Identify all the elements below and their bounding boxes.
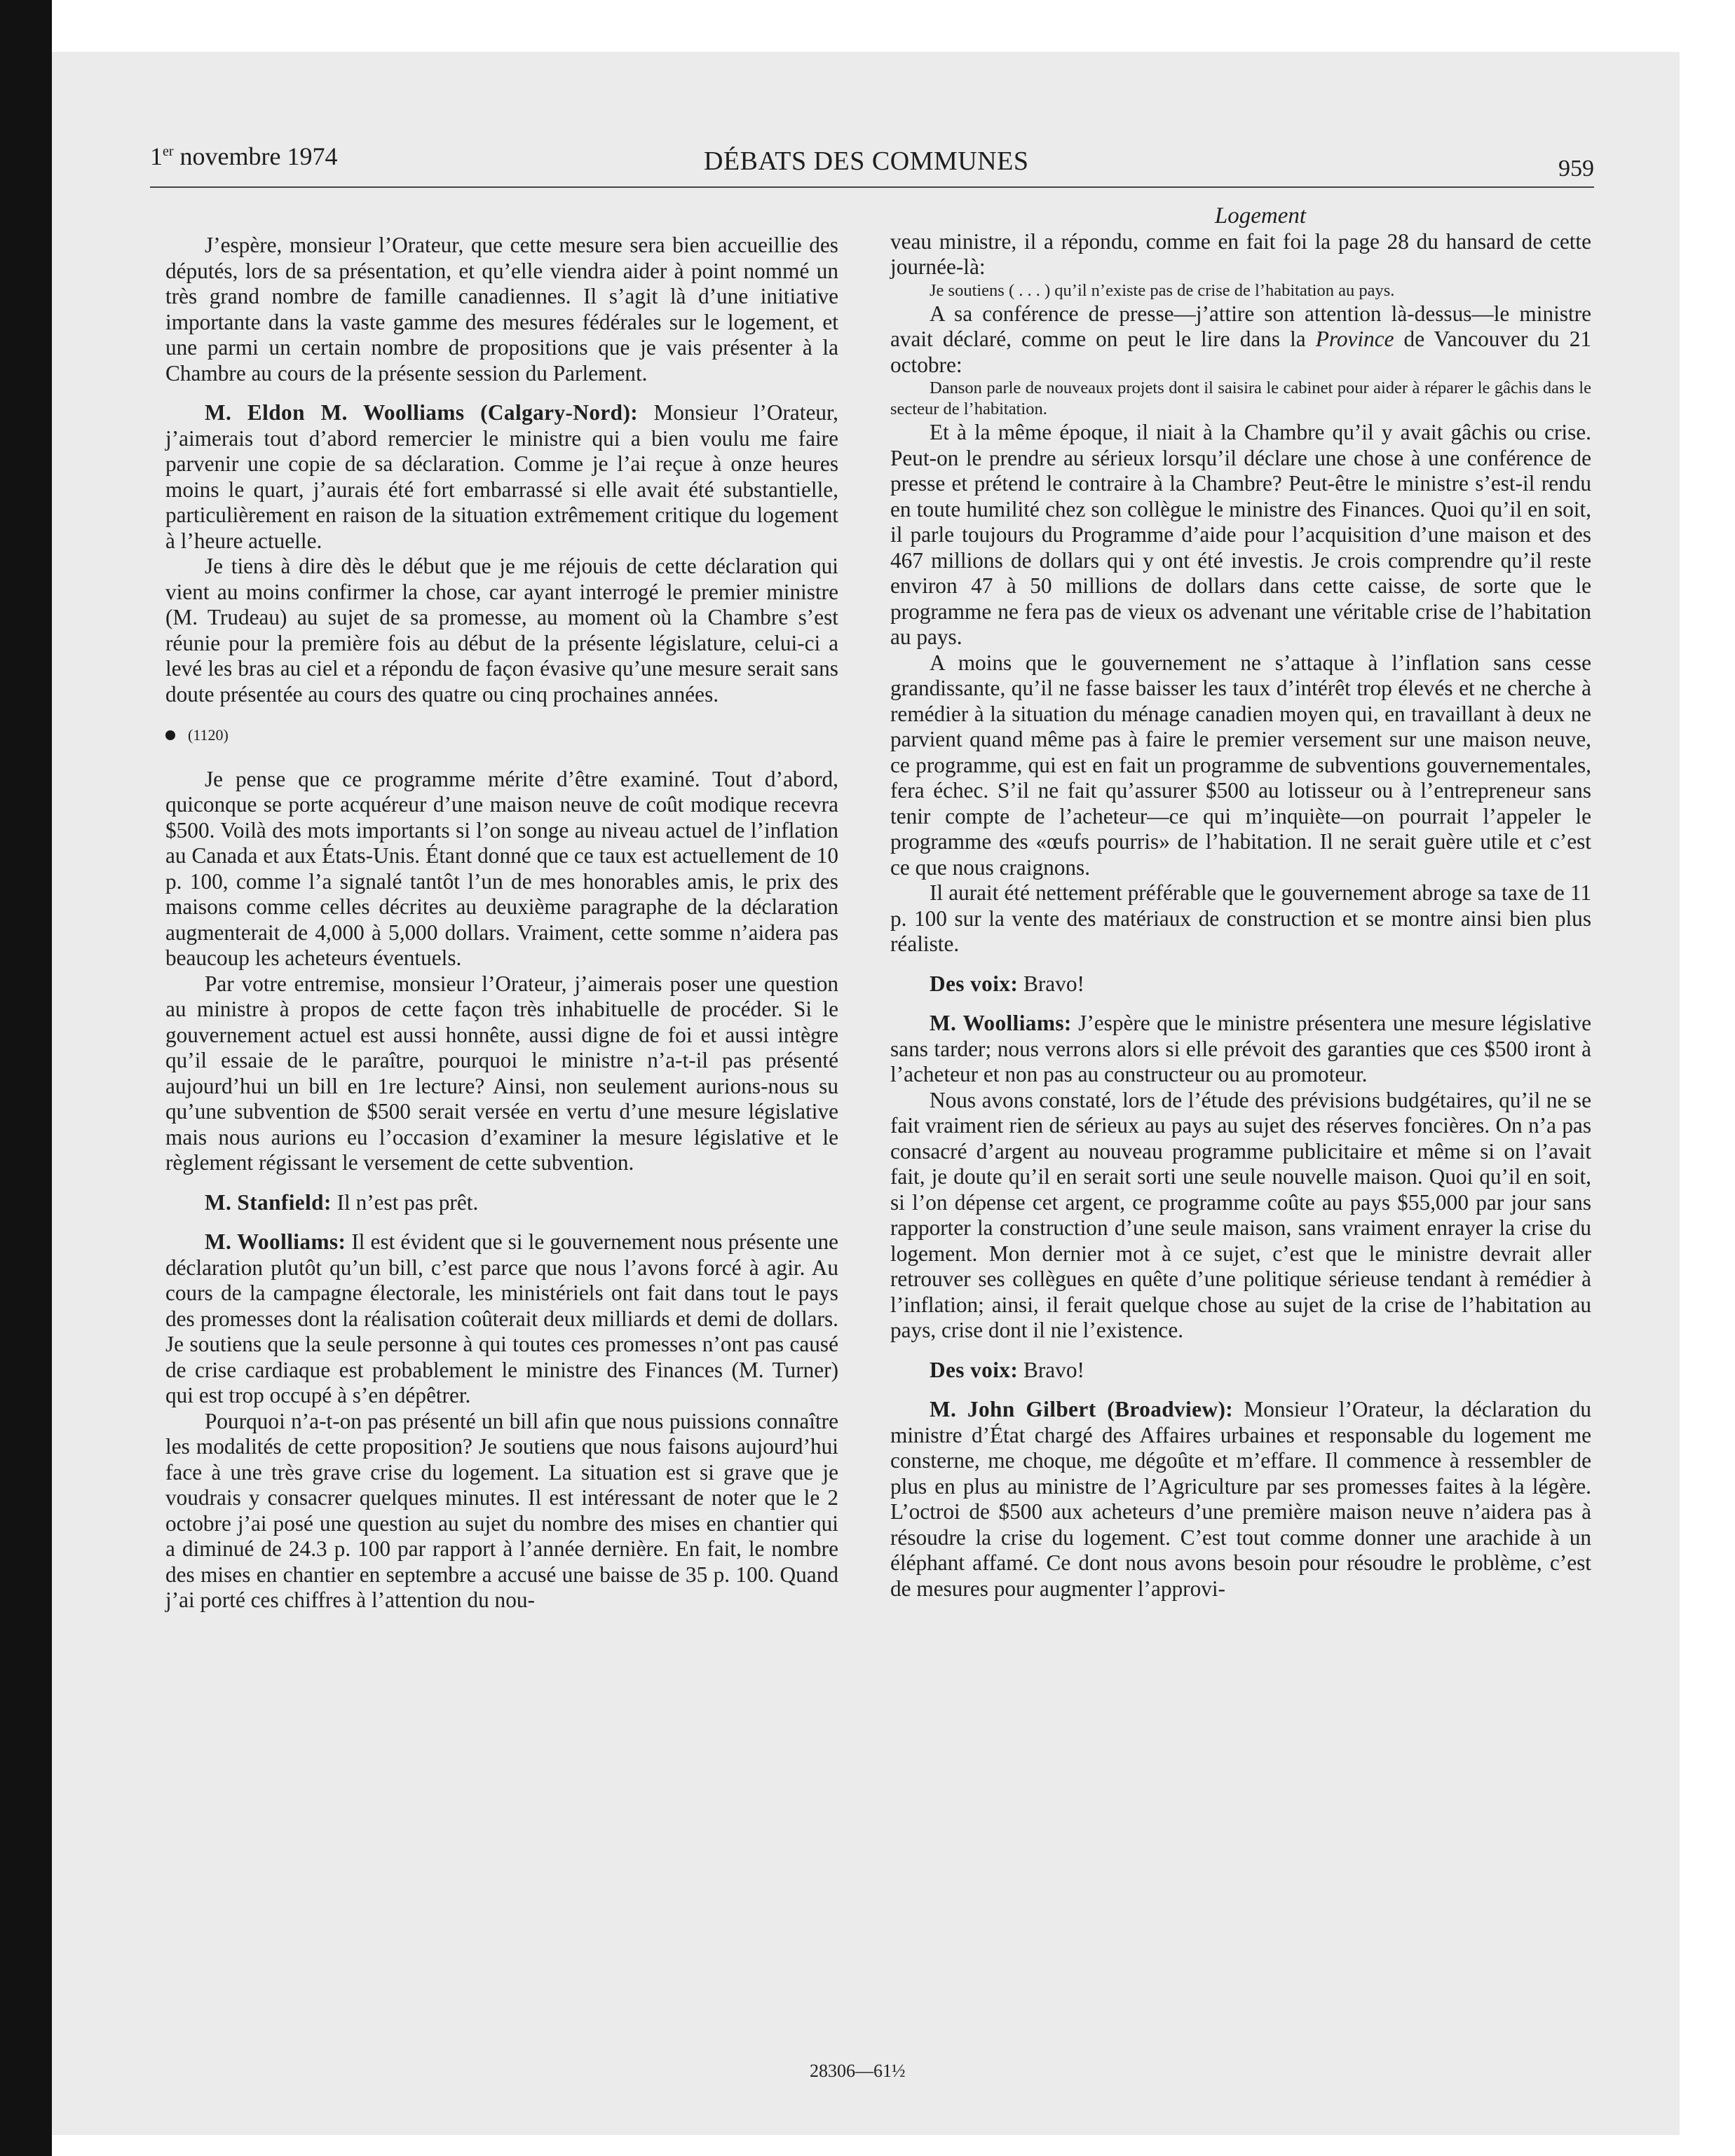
footer-code: 28306—61½ bbox=[810, 2061, 906, 2081]
right-column bbox=[890, 203, 1591, 1602]
paragraph: J’espère, monsieur l’Orateur, que cette mesure sera bien accueillie des députés, lors de sa présentation, et qu’elle viendra aider à point nommé un très grand nombre de famille canadiennes. Il s’agit là d’une initiative importante dans la vaste gamme des mesures fédérales sur le logement, et une parmi un certain nombre de propositions que je vais présenter à la Chambre au cours de la présente session du Parlement. bbox=[165, 233, 838, 386]
paragraph: A sa conférence de presse—j’attire son attention là-dessus—le ministre avait déclaré, comme on peut le lire dans la Province de Vancouver du 21 octobre: bbox=[890, 301, 1592, 377]
paragraph: Il aurait été nettement préférable que le gouvernement abroge sa taxe de 11 p. 100 sur la vente des matériaux de construction et se montre ainsi bien plus réaliste. bbox=[890, 880, 1591, 956]
paragraph: veau ministre, il a répondu, comme en fait foi la page 28 du hansard de cette journée-là: bbox=[890, 228, 1591, 279]
paragraph: Pourquoi n’a-t-on pas présenté un bill afin que nous puissions connaître les modalités de cette proposition? Je soutiens que nous faisons aujourd’hui face à une très grave crise du logement. La situation est si grave que je voudrais y consacrer quelques minutes. Il est intéressant de noter que le 2 octobre j’ai posé une question au sujet du nombre des mises en chantier qui a diminué de 24.3 p. 100 par rapport à l’année dernière. En fait, le nombre des mises en chantier en septembre a accusé une baisse de 35 p. 100. Quand j’ai porté ces chiffres à l’attention du nou- bbox=[165, 1408, 838, 1612]
paragraph: Et à la même époque, il niait à la Chambre qu’il y avait gâchis ou crise. Peut-on le prendre au sérieux lorsqu’il déclare une chose à une conférence de presse et prétend le contraire à la Chambre? Peut-être le ministre s’est-il rendu en toute humilité chez son collègue le ministre des Finances. Quoi qu’il en soit, il parle toujours du Programme d’aide pour l’acquisition d’une maison et des 467 millions de dollars qui y ont été investis. Je crois comprendre qu’il reste environ 47 à 50 millions de dollars dans cette caisse, de sorte que le programme ne fera pas de vieux os advenant une véritable crise de l’habitation au pays. bbox=[890, 420, 1591, 649]
timestamp-marker: (1120) bbox=[165, 723, 838, 749]
page-header bbox=[150, 140, 1594, 182]
left-column bbox=[165, 233, 838, 1613]
page-number: 959 bbox=[1558, 156, 1594, 182]
speech-voices-1: Des voix: Bravo! bbox=[930, 971, 1084, 996]
scan-border bbox=[0, 0, 52, 2156]
speech-gilbert: M. John Gilbert (Broadview): Monsieur l’Orateur, la déclaration du ministre d’État chargé des Affaires urbaines et responsable du logement me consterne, me choque, me dégoûte et m’effare. Il commence à ressembler de plus en plus au ministre de l’Agriculture par ses promesses faites à la légère. L’octroi de $500 aux acheteurs d’une première maison neuve n’aidera pas à résoudre la crise du logement. C’est tout comme donner une arachide à un éléphant affamé. Ce dont nous avons besoin pour résoudre le problème, c’est de mesures pour augmenter l’approvi- bbox=[890, 1397, 1591, 1601]
bullet-icon bbox=[165, 730, 175, 740]
speech-woolliams-2: M. Woolliams: Il est évident que si le gouvernement nous présente une déclaration plutôt qu’un bill, c’est parce que nous l’avons forcé à agir. Au cours de la campagne électorale, les ministériels ont fait dans tout le pays des promesses dont la réalisation coûterait deux milliards et demi de dollars. Je soutiens que la seule personne à qui toutes ces promesses n’ont pas causé de crise cardiaque est probablement le ministre des Finances (M. Turner) qui est trop occupé à s’en dépêtrer. bbox=[165, 1229, 838, 1407]
speaker-name: M. Eldon M. Woolliams (Calgary-Nord): bbox=[205, 400, 639, 425]
header-title: DÉBATS DES COMMUNES bbox=[704, 146, 1029, 176]
speaker-name: M. John Gilbert (Broadview): bbox=[930, 1397, 1234, 1421]
paragraph: A moins que le gouvernement ne s’attaque à l’inflation sans cesse grandissante, qu’il ne fasse baisser les taux d’intérêt trop élevés et ne cherche à remédier à la situation du ménage canadien moyen qui, en travaillant à deux ne parvient quand même pas à faire le premier versement sur une maison neuve, ce programme, qui est en fait un programme de subventions gouvernementales, fera échec. S’il ne fait qu’assurer $500 au lotisseur ou à l’entrepreneur sans tenir compte de l’acheteur—ce qui m’inquiète—on pourrait l’appeler le programme des «œufs pourris» de l’habitation. Il ne serait guère utile et c’est ce que nous craignons. bbox=[890, 650, 1591, 880]
speech-woolliams-1: M. Eldon M. Woolliams (Calgary-Nord): Monsieur l’Orateur, j’aimerais tout d’abord remercier le ministre qui a bien voulu me faire parvenir une copie de sa déclaration. Comme je l’ai reçue à onze heures moins le quart, j’aurais été fort embarrassé si elle avait été substantielle, particulièrement en raison de la situation extrêmement critique du logement à l’heure actuelle. bbox=[165, 400, 838, 553]
paragraph: Nous avons constaté, lors de l’étude des prévisions budgétaires, qu’il ne se fait vraiment rien de sérieux au pays au sujet des réserves foncières. On n’a pas consacré d’argent au nouveau programme publicitaire et même si on l’avait fait, je doute qu’il en serait sorti une seule nouvelle maison. Quoi qu’il en soit, si l’on dépense cet argent, ce programme coûte au pays $55,000 par jour sans rapporter la construction d’une seule maison, sans vraiment enrayer la crise du logement. Mon dernier mot à ce sujet, c’est que le ministre devrait aller retrouver ses collègues en quête d’une politique sérieuse tendant à remédier à l’inflation; ainsi, il ferait quelque chose au sujet de la crise de l’habitation au pays, crise dont il nie l’existence. bbox=[890, 1087, 1591, 1342]
speech-woolliams-3: M. Woolliams: J’espère que le ministre présentera une mesure législative sans tarder; nous verrons alors si elle prévoit des garanties que ces $500 iront à l’acheteur et non pas au constructeur ou au promoteur. bbox=[890, 1011, 1591, 1086]
speaker-name: M. Stanfield: bbox=[205, 1189, 332, 1215]
speech-voices-2: Des voix: Bravo! bbox=[930, 1357, 1084, 1382]
header-rule bbox=[150, 186, 1594, 188]
paragraph: Je pense que ce programme mérite d’être examiné. Tout d’abord, quiconque se porte acquéreur d’une maison neuve de coût modique recevra $500. Voilà des mots importants si l’on songe au niveau actuel de l’inflation au Canada et aux États-Unis. Étant donné que ce taux est actuellement de 10 p. 100, comme l’a signalé tantôt l’un de mes honorables amis, le prix des maisons comme celles décrites au deuxième paragraphe de la déclaration augmenterait de 4,000 à 5,000 dollars. Vraiment, cette somme n’aidera pas beaucoup les acheteurs éventuels. bbox=[165, 766, 838, 970]
speaker-name: M. Woolliams: bbox=[930, 1011, 1072, 1035]
speech-stanfield: M. Stanfield: Il n’est pas prêt. bbox=[205, 1189, 479, 1215]
speaker-name: Des voix: bbox=[930, 1357, 1019, 1382]
paragraph: Je tiens à dire dès le début que je me réjouis de cette déclaration qui vient au moins confirmer la chose, car ayant interrogé le premier ministre (M. Trudeau) au sujet de sa promesse, au moment où la Chambre s’est réunie pour la première fois au début de la présente législature, celui-ci a levé les bras au ciel et a répondu de façon évasive qu’une mesure serait sans doute présentée au cours des quatre ou cinq prochaines années. bbox=[165, 554, 838, 707]
quotation: Danson parle de nouveaux projets dont il saisira le cabinet pour aider à réparer le gâchis dans le secteur de l’habitation. bbox=[890, 378, 1591, 418]
speaker-name: Des voix: bbox=[930, 971, 1019, 996]
quotation: Je soutiens ( . . . ) qu’il n’existe pas de crise de l’habitation au pays. bbox=[930, 280, 1395, 300]
section-title: Logement bbox=[1214, 203, 1307, 228]
paragraph: Par votre entremise, monsieur l’Orateur, j’aimerais poser une question au ministre à propos de cette façon très inhabituelle de procéder. Si le gouvernement actuel est aussi honnête, aussi digne de foi et aussi intègre qu’il essaie de le paraître, pourquoi le ministre n’a-t-il pas présenté aujourd’hui un bill en 1re lecture? Ainsi, non seulement aurions-nous su qu’une subvention de $500 serait versée en vertu d’une mesure législative mais nous aurions eu l’occasion d’examiner la mesure législative et le règlement régissant le versement de cette subvention. bbox=[165, 971, 838, 1175]
header-date: 1er novembre 1974 bbox=[150, 142, 338, 170]
speaker-name: M. Woolliams: bbox=[205, 1229, 346, 1254]
